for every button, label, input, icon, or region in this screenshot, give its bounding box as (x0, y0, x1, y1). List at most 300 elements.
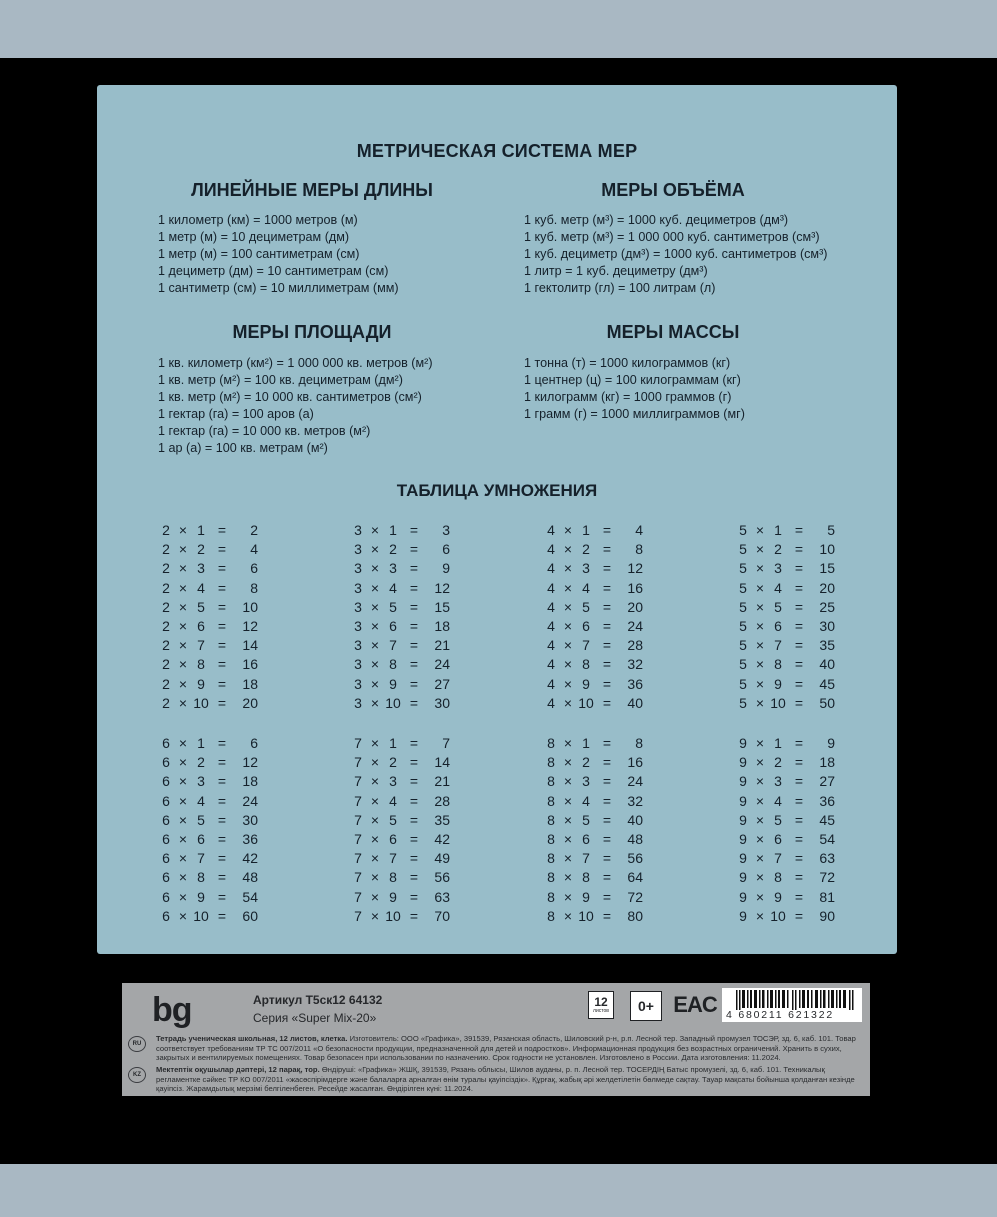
equals-sign: = (409, 656, 419, 673)
volume-line: 1 куб. метр (м³) = 1000 куб. дециметров (дм³) (524, 213, 789, 227)
multiplier: 6 (389, 830, 397, 847)
product: 18 (242, 773, 258, 790)
product: 45 (819, 675, 835, 692)
multiplier: 8 (582, 656, 590, 673)
times-sign: × (178, 735, 188, 751)
length-line: 1 сантиметр (см) = 10 миллиметрам (мм) (158, 281, 399, 295)
times-sign: × (178, 617, 188, 634)
multiplier: 8 (774, 656, 782, 673)
factor: 5 (739, 617, 747, 634)
times-sign: × (178, 675, 188, 692)
equals-sign: = (602, 754, 612, 771)
multiplier: 2 (774, 754, 782, 771)
times-sign: × (370, 541, 380, 558)
product: 21 (434, 637, 450, 654)
page-title: МЕТРИЧЕСКАЯ СИСТЕМА МЕР (356, 141, 638, 161)
times-sign: × (178, 869, 188, 886)
product: 21 (434, 773, 450, 790)
multiplier: 7 (582, 850, 590, 867)
equals-sign: = (794, 694, 804, 711)
factor: 3 (354, 617, 362, 634)
factor: 7 (354, 792, 362, 809)
factor: 3 (354, 560, 362, 577)
times-sign: × (755, 735, 765, 751)
volume-line: 1 куб. метр (м³) = 1 000 000 куб. сантиметров (см³) (524, 230, 820, 244)
product: 27 (434, 675, 450, 692)
multiplier: 9 (582, 675, 590, 692)
times-sign: × (755, 792, 765, 809)
factor: 6 (162, 811, 170, 828)
times-sign: × (178, 888, 188, 905)
equals-sign: = (217, 656, 227, 673)
equals-sign: = (602, 850, 612, 867)
times-sign: × (178, 560, 188, 577)
times-sign: × (755, 617, 765, 634)
product: 18 (242, 675, 258, 692)
product: 30 (242, 811, 258, 828)
product: 12 (242, 617, 258, 634)
equals-sign: = (409, 598, 419, 615)
equals-sign: = (217, 811, 227, 828)
times-sign: × (755, 560, 765, 577)
multiplier: 3 (582, 773, 590, 790)
times-sign: × (370, 830, 380, 847)
product: 72 (627, 888, 643, 905)
times-sign: × (178, 907, 188, 924)
sheets-word: листов (593, 1008, 609, 1014)
factor: 3 (354, 675, 362, 692)
product: 24 (627, 773, 643, 790)
equals-sign: = (602, 560, 612, 577)
product: 20 (242, 694, 258, 711)
equals-sign: = (794, 869, 804, 886)
equals-sign: = (217, 617, 227, 634)
equals-sign: = (409, 830, 419, 847)
equals-sign: = (602, 694, 612, 711)
multiplier: 10 (770, 907, 786, 924)
multiplier: 4 (774, 579, 782, 596)
times-sign: × (755, 522, 765, 538)
multiplier: 9 (389, 675, 397, 692)
factor: 6 (162, 830, 170, 847)
equals-sign: = (217, 694, 227, 711)
product: 63 (434, 888, 450, 905)
equals-sign: = (409, 792, 419, 809)
area-section-title: МЕРЫ ПЛОЩАДИ (232, 322, 392, 342)
area-line: 1 кв. метр (м²) = 100 кв. дециметрам (дм²) (158, 373, 403, 387)
product: 12 (627, 560, 643, 577)
times-sign: × (755, 694, 765, 711)
factor: 3 (354, 656, 362, 673)
equals-sign: = (409, 560, 419, 577)
sheets-count-badge (588, 991, 614, 1019)
product: 48 (242, 869, 258, 886)
multiplier: 8 (774, 869, 782, 886)
times-sign: × (755, 907, 765, 924)
product: 16 (242, 656, 258, 673)
equals-sign: = (602, 637, 612, 654)
kz-language-icon: KZ (128, 1067, 146, 1083)
equals-sign: = (217, 675, 227, 692)
equals-sign: = (794, 522, 804, 538)
volume-section-lines (524, 212, 827, 297)
product: 12 (434, 579, 450, 596)
factor: 9 (739, 792, 747, 809)
multiplier: 7 (197, 850, 205, 867)
mass-line: 1 центнер (ц) = 100 килограммам (кг) (524, 373, 741, 387)
eac-mark-icon: EAC (673, 992, 717, 1017)
factor: 5 (739, 598, 747, 615)
length-line: 1 метр (м) = 100 сантиметрам (см) (158, 247, 360, 261)
times-sign: × (178, 637, 188, 654)
factor: 2 (162, 598, 170, 615)
times-sign: × (755, 830, 765, 847)
equals-sign: = (409, 735, 419, 751)
product: 42 (434, 830, 450, 847)
multiplier: 3 (389, 773, 397, 790)
area-line: 1 гектар (га) = 10 000 кв. метров (м²) (158, 424, 371, 438)
multiplier: 2 (582, 754, 590, 771)
times-sign: × (178, 830, 188, 847)
factor: 4 (547, 579, 555, 596)
equals-sign: = (217, 541, 227, 558)
factor: 7 (354, 869, 362, 886)
multiplier: 8 (389, 656, 397, 673)
product: 10 (819, 541, 835, 558)
area-line: 1 кв. километр (км²) = 1 000 000 кв. метров (м²) (158, 356, 433, 370)
product: 30 (434, 694, 450, 711)
factor: 3 (354, 579, 362, 596)
equals-sign: = (409, 811, 419, 828)
times-sign: × (755, 869, 765, 886)
times-sign: × (563, 522, 573, 538)
ru-description-title: Тетрадь ученическая школьная, 12 листов, клетка. (156, 1034, 348, 1043)
equals-sign: = (409, 522, 419, 538)
product-label (122, 983, 870, 1096)
series-name: Серия «Super Mix-20» (253, 1011, 377, 1025)
brand-logo: bg (152, 991, 192, 1029)
times-sign: × (563, 637, 573, 654)
equals-sign: = (794, 888, 804, 905)
equals-sign: = (409, 754, 419, 771)
multiplier: 10 (193, 694, 209, 711)
mass-line: 1 килограмм (кг) = 1000 граммов (г) (524, 390, 732, 404)
product: 15 (434, 598, 450, 615)
factor: 9 (739, 850, 747, 867)
product: 5 (827, 522, 835, 538)
multiplier: 1 (582, 522, 590, 538)
equals-sign: = (409, 850, 419, 867)
product: 36 (242, 830, 258, 847)
times-sign: × (563, 735, 573, 751)
times-sign: × (755, 773, 765, 790)
reference-panel (97, 85, 897, 954)
area-line: 1 ар (а) = 100 кв. метрам (м²) (158, 441, 328, 455)
factor: 5 (739, 656, 747, 673)
factor: 9 (739, 811, 747, 828)
volume-line: 1 куб. дециметр (дм³) = 1000 куб. сантиметров (см³) (524, 247, 828, 261)
times-sign: × (755, 811, 765, 828)
factor: 7 (354, 888, 362, 905)
multiplier: 2 (389, 754, 397, 771)
multiplier: 8 (582, 869, 590, 886)
product: 6 (442, 541, 450, 558)
multiplier: 6 (774, 617, 782, 634)
equals-sign: = (794, 579, 804, 596)
factor: 9 (739, 888, 747, 905)
area-section-lines (158, 355, 433, 457)
multiplier: 10 (578, 694, 594, 711)
factor: 8 (547, 830, 555, 847)
product: 48 (627, 830, 643, 847)
multiplier: 5 (197, 598, 205, 615)
multiplier: 2 (197, 541, 205, 558)
area-line: 1 кв. метр (м²) = 10 000 кв. сантиметров (см²) (158, 390, 422, 404)
multiplier: 1 (774, 522, 782, 538)
times-sign: × (563, 617, 573, 634)
factor: 2 (162, 522, 170, 538)
factor: 8 (547, 811, 555, 828)
times-sign: × (178, 792, 188, 809)
equals-sign: = (217, 560, 227, 577)
multiplier: 3 (389, 560, 397, 577)
times-sign: × (178, 579, 188, 596)
factor: 4 (547, 522, 555, 538)
product: 81 (819, 888, 835, 905)
product: 40 (627, 811, 643, 828)
equals-sign: = (794, 773, 804, 790)
multiplier: 3 (774, 560, 782, 577)
product: 90 (819, 907, 835, 924)
factor: 2 (162, 560, 170, 577)
equals-sign: = (409, 541, 419, 558)
factor: 6 (162, 792, 170, 809)
multiplier: 6 (582, 830, 590, 847)
times-sign: × (370, 735, 380, 751)
factor: 4 (547, 598, 555, 615)
product: 4 (250, 541, 258, 558)
times-sign: × (755, 541, 765, 558)
equals-sign: = (794, 850, 804, 867)
multiplier: 9 (582, 888, 590, 905)
factor: 4 (547, 694, 555, 711)
equals-sign: = (794, 792, 804, 809)
equals-sign: = (217, 735, 227, 751)
multiplier: 10 (385, 694, 401, 711)
multiplier: 9 (774, 888, 782, 905)
multiplier: 1 (582, 735, 590, 751)
equals-sign: = (602, 541, 612, 558)
equals-sign: = (409, 694, 419, 711)
product: 9 (827, 735, 835, 751)
times-sign: × (178, 773, 188, 790)
length-line: 1 метр (м) = 10 дециметрам (дм) (158, 230, 350, 244)
equals-sign: = (602, 598, 612, 615)
factor: 4 (547, 656, 555, 673)
multiplier: 3 (197, 560, 205, 577)
product: 10 (242, 598, 258, 615)
factor: 9 (739, 830, 747, 847)
article-number: Артикул Т5ск12 64132 (253, 993, 383, 1007)
times-sign: × (563, 811, 573, 828)
times-sign: × (178, 850, 188, 867)
product: 56 (434, 869, 450, 886)
factor: 8 (547, 792, 555, 809)
product: 24 (627, 617, 643, 634)
factor: 8 (547, 773, 555, 790)
equals-sign: = (794, 560, 804, 577)
factor: 6 (162, 735, 170, 751)
times-sign: × (563, 850, 573, 867)
equals-sign: = (409, 888, 419, 905)
equals-sign: = (217, 579, 227, 596)
multiplier: 8 (389, 869, 397, 886)
times-sign: × (370, 869, 380, 886)
times-sign: × (370, 850, 380, 867)
times-sign: × (178, 694, 188, 711)
factor: 6 (162, 888, 170, 905)
factor: 3 (354, 522, 362, 538)
multiplier: 7 (197, 637, 205, 654)
factor: 9 (739, 773, 747, 790)
multiplier: 4 (582, 579, 590, 596)
equals-sign: = (217, 888, 227, 905)
factor: 6 (162, 773, 170, 790)
factor: 5 (739, 522, 747, 538)
multiplier: 3 (774, 773, 782, 790)
equals-sign: = (794, 907, 804, 924)
multiplier: 7 (774, 637, 782, 654)
times-sign: × (178, 811, 188, 828)
equals-sign: = (409, 579, 419, 596)
times-sign: × (563, 888, 573, 905)
factor: 3 (354, 541, 362, 558)
product: 49 (434, 850, 450, 867)
times-sign: × (563, 773, 573, 790)
times-sign: × (755, 656, 765, 673)
times-sign: × (563, 869, 573, 886)
times-sign: × (178, 754, 188, 771)
factor: 3 (354, 694, 362, 711)
product: 56 (627, 850, 643, 867)
equals-sign: = (602, 830, 612, 847)
factor: 7 (354, 735, 362, 751)
equals-sign: = (794, 735, 804, 751)
factor: 2 (162, 541, 170, 558)
multiplier: 7 (774, 850, 782, 867)
product: 20 (627, 598, 643, 615)
multiplier: 2 (389, 541, 397, 558)
factor: 4 (547, 560, 555, 577)
barcode-digits: 4 680211 621322 (724, 1010, 862, 1021)
times-sign: × (370, 792, 380, 809)
times-sign: × (755, 598, 765, 615)
times-sign: × (178, 656, 188, 673)
product: 18 (434, 617, 450, 634)
factor: 5 (739, 637, 747, 654)
times-sign: × (755, 754, 765, 771)
multiplier: 6 (389, 617, 397, 634)
equals-sign: = (217, 907, 227, 924)
product: 6 (250, 735, 258, 751)
times-sign: × (755, 675, 765, 692)
multiplier: 1 (197, 522, 205, 538)
multiplier: 8 (197, 656, 205, 673)
multiplier: 4 (774, 792, 782, 809)
product: 32 (627, 656, 643, 673)
ru-description (156, 1034, 864, 1063)
factor: 7 (354, 830, 362, 847)
product: 50 (819, 694, 835, 711)
times-sign: × (370, 888, 380, 905)
product: 64 (627, 869, 643, 886)
multiplication-table-title: ТАБЛИЦА УМНОЖЕНИЯ (396, 481, 598, 500)
multiplier: 10 (770, 694, 786, 711)
product: 28 (434, 792, 450, 809)
multiplier: 7 (582, 637, 590, 654)
equals-sign: = (217, 792, 227, 809)
multiplier: 5 (582, 598, 590, 615)
kz-description-text: Өндіруші: «Графика» ЖШҚ, 391539, Рязань облысы, Шилов ауданы, р. п. Лесной тер. ТОСЕРДІҢ Батыс промузелі, зд. 6, каб. 101. Техникалық регламентке сәйкес ТР КО 007/2011 «жасөспірімдерге және балаларға арналған өнім туралы қауіпсіздік». Құрғақ, жабық әрі желдетілетін бөлмеде сақтау. Тауар мақсаты бойынша қолданған кезінде қауіпсіз. Жарамдылық мерзімі белгіленбеген. Ресейде жасалған. Өндірілген күні: 11.2024. (156, 1065, 855, 1093)
multiplier: 1 (389, 522, 397, 538)
equals-sign: = (409, 675, 419, 692)
times-sign: × (370, 675, 380, 692)
equals-sign: = (602, 522, 612, 538)
factor: 2 (162, 675, 170, 692)
times-sign: × (370, 694, 380, 711)
multiplier: 9 (197, 888, 205, 905)
product: 9 (442, 560, 450, 577)
mass-line: 1 грамм (г) = 1000 миллиграммов (мг) (524, 407, 745, 421)
times-sign: × (563, 792, 573, 809)
multiplier: 4 (197, 792, 205, 809)
product: 32 (627, 792, 643, 809)
multiplier: 4 (389, 579, 397, 596)
equals-sign: = (602, 811, 612, 828)
product: 45 (819, 811, 835, 828)
product: 2 (250, 522, 258, 538)
equals-sign: = (217, 754, 227, 771)
product: 35 (434, 811, 450, 828)
product: 14 (434, 754, 450, 771)
times-sign: × (370, 811, 380, 828)
equals-sign: = (794, 541, 804, 558)
factor: 7 (354, 907, 362, 924)
ru-language-icon: RU (128, 1036, 146, 1052)
equals-sign: = (602, 773, 612, 790)
multiplier: 2 (197, 754, 205, 771)
product: 15 (819, 560, 835, 577)
kz-description-title: Мектептік оқушылар дәптері, 12 парақ, тор. (156, 1065, 320, 1074)
product: 18 (819, 754, 835, 771)
times-sign: × (563, 541, 573, 558)
equals-sign: = (602, 869, 612, 886)
product: 30 (819, 617, 835, 634)
product: 40 (627, 694, 643, 711)
product: 80 (627, 907, 643, 924)
factor: 6 (162, 869, 170, 886)
equals-sign: = (409, 637, 419, 654)
times-sign: × (563, 598, 573, 615)
equals-sign: = (602, 579, 612, 596)
factor: 7 (354, 811, 362, 828)
barcode (722, 988, 862, 1022)
equals-sign: = (794, 675, 804, 692)
mass-section-lines (524, 355, 745, 423)
equals-sign: = (217, 850, 227, 867)
multiplier: 5 (389, 598, 397, 615)
multiplier: 6 (197, 830, 205, 847)
